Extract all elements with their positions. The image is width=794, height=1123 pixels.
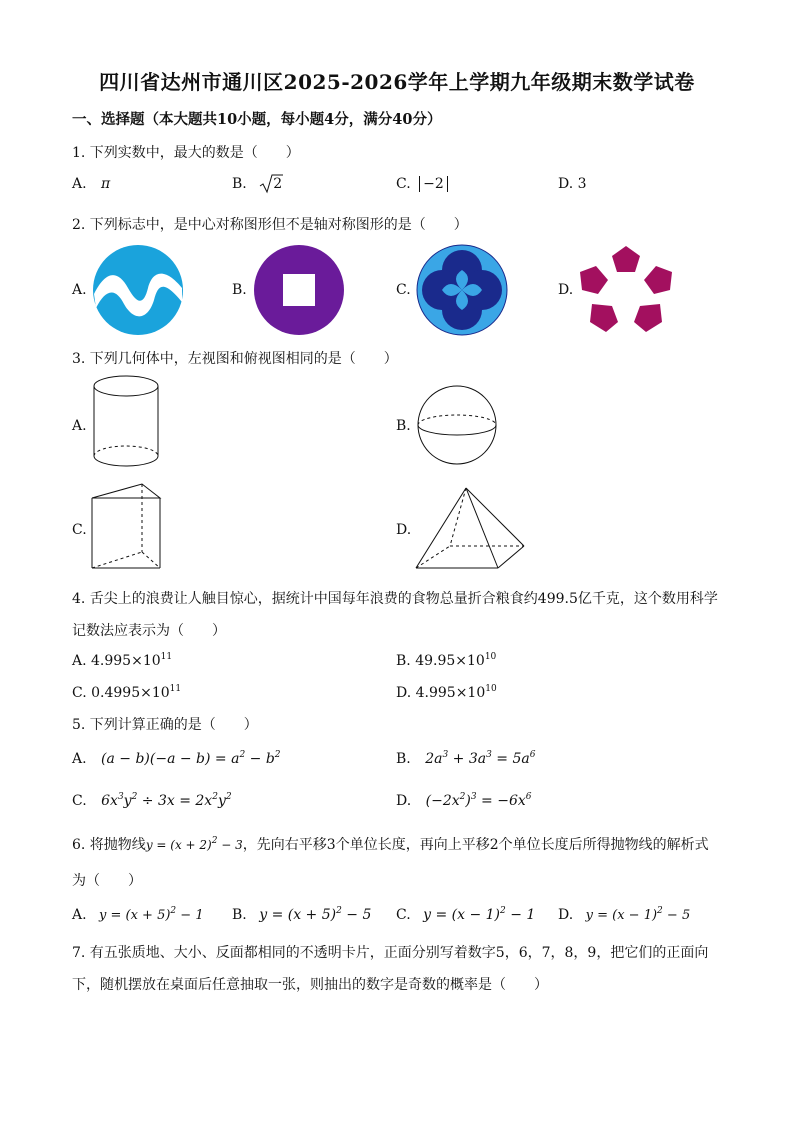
q4-option-b[interactable]: B. $49.95\times 10^{10}$ <box>396 652 497 669</box>
q2-option-d-label: D. <box>558 282 574 298</box>
q4-option-c[interactable]: C. $0.4995\times 10^{11}$ <box>72 684 182 701</box>
pyramid-figure[interactable] <box>414 484 526 572</box>
sphere-figure[interactable] <box>414 384 500 466</box>
q3-option-c-label: C. <box>72 522 87 538</box>
q6-d-expression: $y = (x - 1)^2 - 5$ <box>585 906 691 923</box>
q6-parabola-expression: $y = (x + 2)^2 - 3$ <box>145 836 243 852</box>
q6-a-expression: $y = (x + 5)^2 - 1$ <box>99 906 204 923</box>
cylinder-figure[interactable] <box>88 372 164 472</box>
q3-option-a-label: A. <box>72 418 87 434</box>
q6-b-expression: $y = (x + 5)^2 - 5$ <box>259 906 372 923</box>
q4-option-a[interactable]: A. $4.995\times 10^{11}$ <box>72 652 173 669</box>
q5-a-expression: $(a - b)(-a - b) = a^2 - b^2$ <box>101 750 281 767</box>
question-7-stem-line2: 下，随机摆放在桌面后任意抽取一张，则抽出的数字是奇数的概率是（ ） <box>72 977 548 993</box>
q5-option-c[interactable]: C. $6x^3y^2 \div 3x = 2x^2y^2$ <box>72 792 232 809</box>
question-6-stem-line2: 为（ ） <box>72 873 142 889</box>
q3-option-d-label: D. <box>396 522 412 538</box>
q2-option-c-label: C. <box>396 282 411 298</box>
q3-option-b-label: B. <box>396 418 411 434</box>
q6-option-d[interactable]: D. $y = (x - 1)^2 - 5$ <box>558 906 691 923</box>
q6-option-b[interactable]: B. $y = (x + 5)^2 - 5$ <box>232 906 372 923</box>
four-petal-icon[interactable] <box>416 244 508 336</box>
triangular-prism-figure[interactable] <box>88 480 164 572</box>
wave-logo-icon[interactable] <box>92 244 184 336</box>
q2-option-a-label: A. <box>72 282 87 298</box>
question-1-stem: 1. 下列实数中，最大的数是（ ） <box>72 145 300 161</box>
question-3-stem: 3. 下列几何体中，左视图和俯视图相同的是（ ） <box>72 351 398 367</box>
q6-c-expression: $y = (x - 1)^2 - 1$ <box>423 906 536 923</box>
question-5-stem: 5. 下列计算正确的是（ ） <box>72 717 258 733</box>
question-7-stem-line1: 7. 有五张质地、大小、反面都相同的不透明卡片，正面分别写着数字5，6，7，8，9，把它们的正面向 <box>72 945 709 961</box>
q1-option-a[interactable]: A. π <box>72 176 111 192</box>
question-4-stem-line1: 4. 舌尖上的浪费让人触目惊心，据统计中国每年浪费的食物总量折合粮食约499.5亿千克，这个数用科学 <box>72 591 718 607</box>
q4-option-d[interactable]: D. $4.995\times 10^{10}$ <box>396 684 497 701</box>
pentagon-flower-icon[interactable] <box>578 244 674 336</box>
q5-c-expression: $6x^3y^2 \div 3x = 2x^2y^2$ <box>101 792 232 809</box>
question-4-stem-line2: 记数法应表示为（ ） <box>72 623 226 639</box>
coin-square-icon[interactable] <box>253 244 345 336</box>
q2-option-b-label: B. <box>232 282 247 298</box>
section-heading: 一、选择题（本大题共10小题，每小题4分，满分40分） <box>72 111 442 128</box>
q1-option-d[interactable]: D. 3 <box>558 176 587 192</box>
q5-option-d[interactable]: D. $(-2x^2)^3 = -6x^6$ <box>396 792 532 809</box>
question-6-stem-line1: 6. 将抛物线$y = (x + 2)^2 - 3$，先向右平移3个单位长度，再向上平移2个单位长度后所得抛物线的解析式 <box>72 836 709 853</box>
q1-option-b[interactable]: B. 2 <box>232 176 282 192</box>
sqrt-two: 2 <box>261 176 282 192</box>
q5-option-a[interactable]: A. $(a - b)(-a - b) = a^2 - b^2$ <box>72 750 281 767</box>
q5-b-expression: $2a^3 + 3a^3 = 5a^6$ <box>425 750 536 767</box>
absolute-value: −2 <box>419 176 448 192</box>
page-title: 四川省达州市通川区2025-2026学年上学期九年级期末数学试卷 <box>99 70 695 94</box>
q5-option-b[interactable]: B. $2a^3 + 3a^3 = 5a^6$ <box>396 750 536 767</box>
q6-option-a[interactable]: A. $y = (x + 5)^2 - 1$ <box>72 906 204 923</box>
question-2-stem: 2. 下列标志中，是中心对称图形但不是轴对称图形的是（ ） <box>72 217 468 233</box>
radical-sign-icon <box>259 173 283 195</box>
q1-option-c[interactable]: C. −2 <box>396 176 448 192</box>
pi-symbol: π <box>101 176 111 192</box>
q6-option-c[interactable]: C. $y = (x - 1)^2 - 1$ <box>396 906 536 923</box>
q5-d-expression: $(-2x^2)^3 = -6x^6$ <box>425 792 532 809</box>
